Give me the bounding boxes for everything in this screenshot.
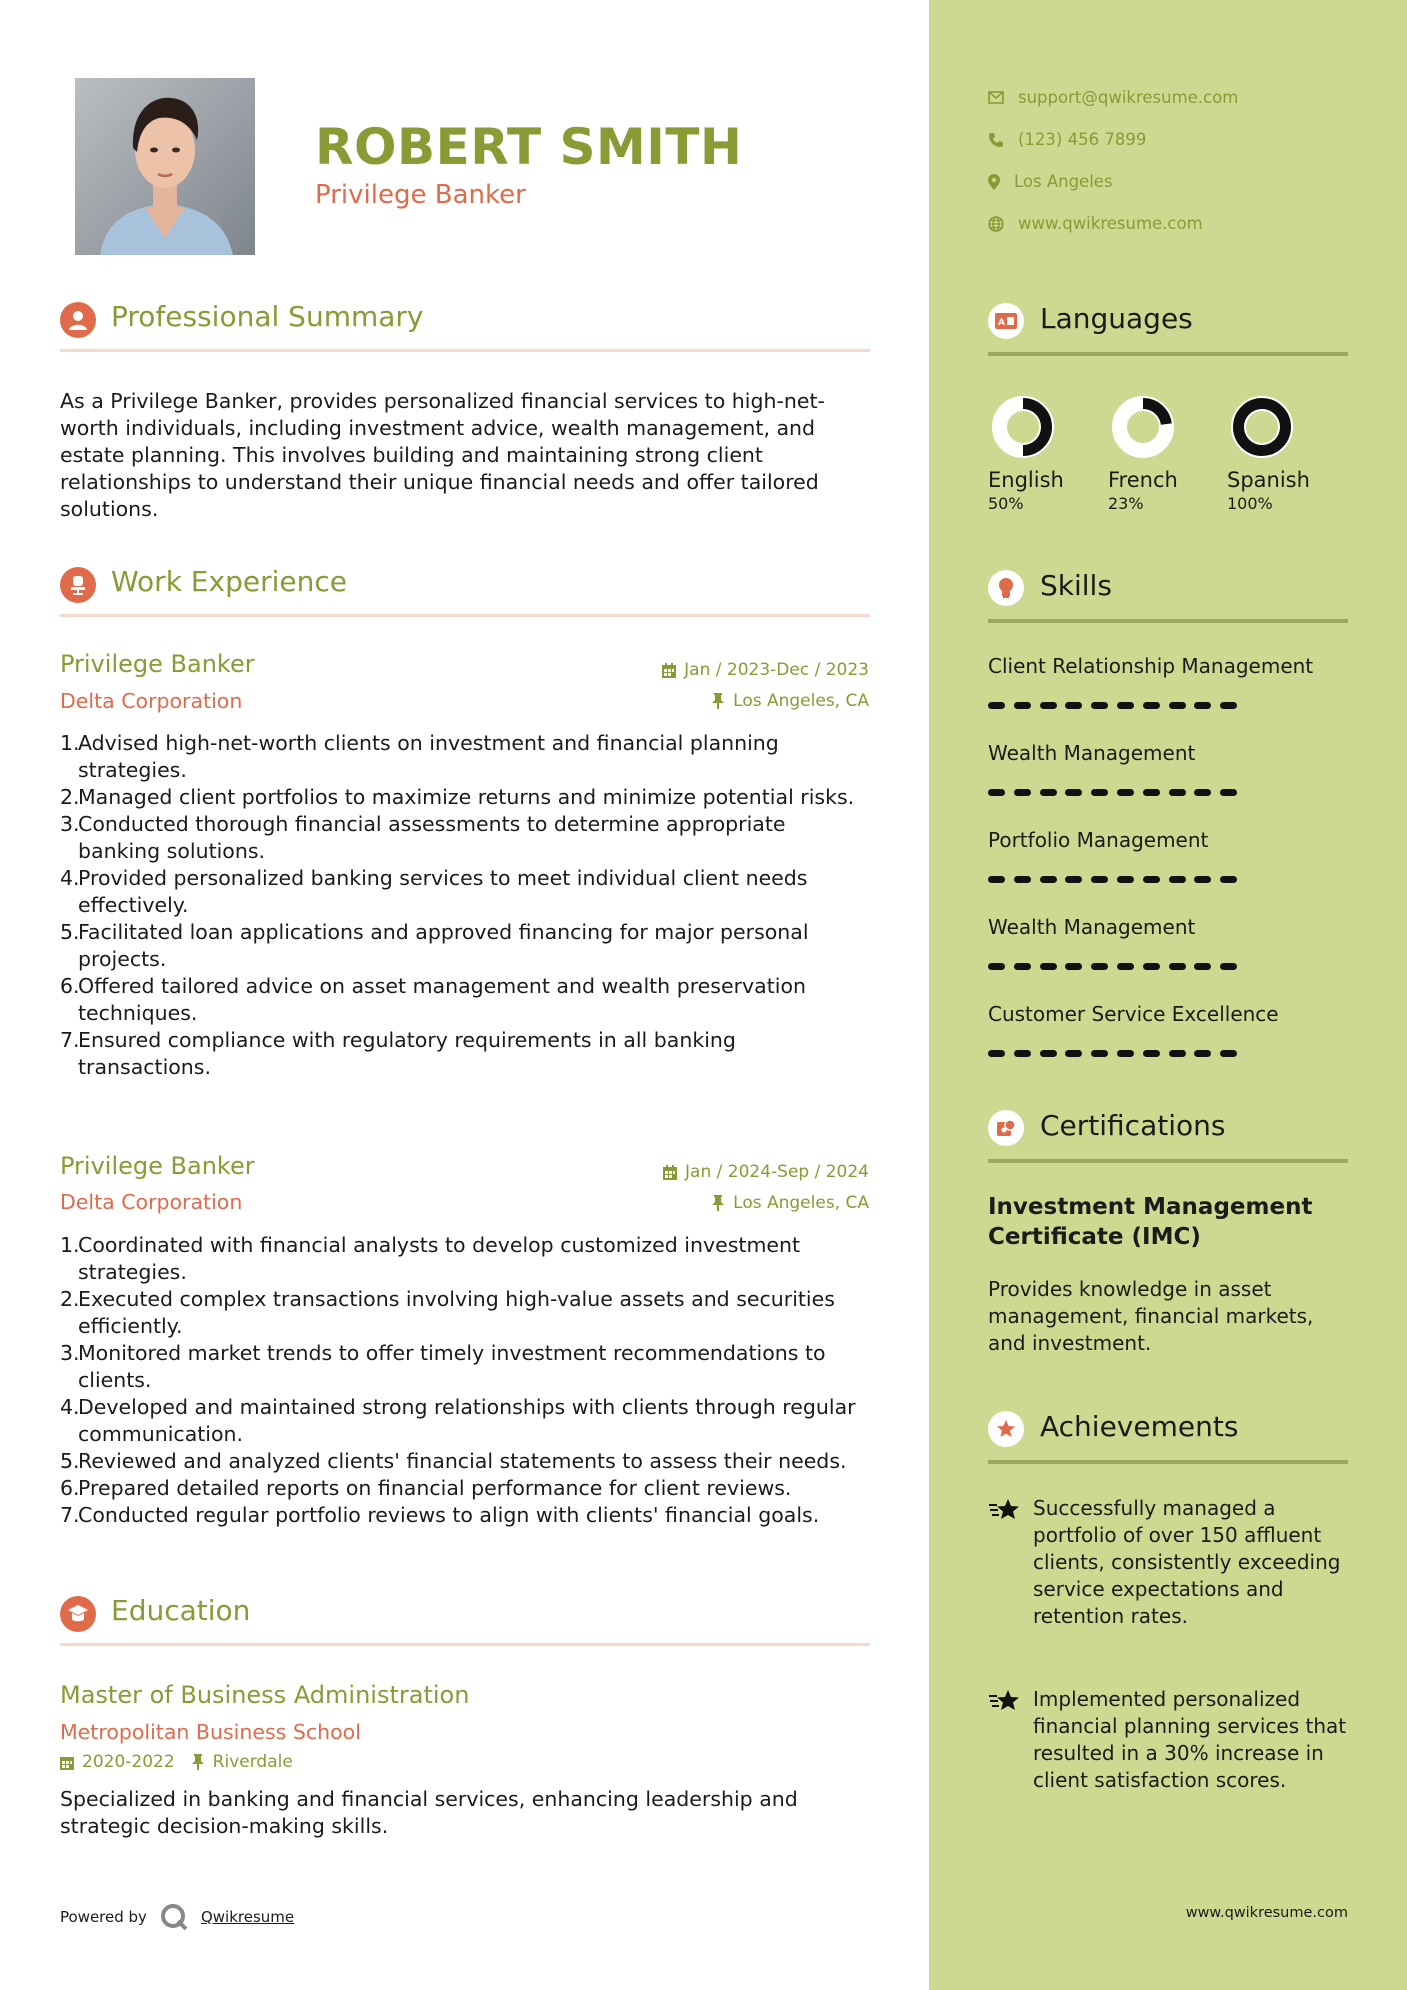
calendar-icon: [663, 1165, 677, 1180]
language-percent: 50%: [988, 494, 1024, 513]
skill-dot: [1169, 789, 1186, 796]
skill-dot: [1091, 1050, 1108, 1057]
skill-name: Customer Service Excellence: [988, 1002, 1279, 1026]
skill-dot: [988, 876, 1005, 883]
experience-section-header: [60, 564, 870, 624]
pushpin-icon: [711, 1195, 725, 1211]
briefcase-chair-icon: [60, 567, 96, 603]
ring-hole: [1006, 410, 1040, 444]
skill-dot: [1065, 702, 1082, 709]
contact-email-text: support@qwikresume.com: [1018, 88, 1239, 107]
envelope-icon: [988, 91, 1004, 104]
skill-dot: [1014, 1050, 1031, 1057]
pushpin-icon: [191, 1754, 205, 1770]
job-date: [662, 660, 869, 680]
certification-description: Provides knowledge in asset management, financial markets, and investment.: [988, 1277, 1314, 1355]
qwikresume-link[interactable]: Qwikresume: [200, 1908, 295, 1926]
skill-dot: [1117, 876, 1134, 883]
skill-dot: [988, 963, 1005, 970]
list-item: 2. Managed client portfolios to maximize returns and minimize potential risks.: [60, 785, 855, 809]
skill-dot: [1117, 1050, 1134, 1057]
section-divider: [988, 352, 1348, 356]
skill-dot: [1014, 876, 1031, 883]
skill-dot: [1117, 702, 1134, 709]
ring-hole: [1126, 410, 1160, 444]
qwikresume-logo-icon: [159, 1902, 189, 1932]
skill-dot: [1194, 876, 1211, 883]
language-icon: [988, 303, 1024, 339]
skill-dot: [1220, 702, 1237, 709]
job-location-text: Los Angeles, CA: [733, 691, 869, 711]
pushpin-icon: [711, 693, 725, 709]
section-divider: [60, 1643, 870, 1646]
skill-dot: [1065, 789, 1082, 796]
calendar-icon: [60, 1755, 74, 1770]
skill-dot: [1091, 963, 1108, 970]
list-item: 1. Coordinated with financial analysts to develop customized investment strategies.: [60, 1233, 801, 1284]
section-title: Skills: [1040, 569, 1112, 602]
list-item: 5. Facilitated loan applications and approved financing for major personal projects.: [60, 920, 809, 971]
job-company: Delta Corporation: [60, 1190, 243, 1214]
education-degree: Master of Business Administration: [60, 1681, 470, 1709]
profile-photo: [75, 78, 255, 255]
language-level-ring: [1108, 392, 1178, 462]
skill-dot: [1143, 876, 1160, 883]
skill-dot: [1040, 1050, 1057, 1057]
globe-icon: [988, 216, 1004, 232]
section-title: Languages: [1040, 302, 1193, 335]
job-bullets: [60, 730, 870, 1081]
summary-section-header: [60, 299, 870, 359]
language-item: [1108, 392, 1218, 513]
summary-text: As a Privilege Banker, provides personalized financial services to high-net-worth individuals, including investment advice, wealth management, and estate planning. This involves building and maintaining strong client relationships to understand their unique financial needs and offer tailored solutions.: [60, 389, 825, 521]
map-pin-icon: [988, 174, 1000, 190]
candidate-name: ROBERT SMITH: [315, 118, 743, 176]
skill-name: Portfolio Management: [988, 828, 1209, 852]
section-divider: [988, 619, 1348, 623]
skill-dot: [988, 1050, 1005, 1057]
list-item: 4. Developed and maintained strong relationships with clients through regular communication.: [60, 1395, 856, 1446]
job-company: Delta Corporation: [60, 689, 243, 713]
job-title: Privilege Banker: [60, 650, 255, 678]
skill-dot: [1014, 963, 1031, 970]
user-icon: [60, 302, 96, 338]
skill-dot: [1065, 876, 1082, 883]
contact-location: [988, 172, 1113, 191]
section-divider: [988, 1159, 1348, 1163]
list-item: 3. Monitored market trends to offer timely investment recommendations to clients.: [60, 1341, 826, 1392]
skill-dot: [1040, 789, 1057, 796]
skill-dot: [1169, 1050, 1186, 1057]
section-title: Education: [111, 1594, 251, 1627]
education-meta: [60, 1752, 293, 1772]
contact-website[interactable]: [988, 214, 1203, 233]
section-divider: [60, 614, 870, 617]
footer-website[interactable]: www.qwikresume.com: [1185, 1905, 1348, 1921]
achievement-text: Implemented personalized financial planning services that resulted in a 30% increase in client satisfaction scores.: [1033, 1687, 1347, 1792]
skill-dot: [1065, 963, 1082, 970]
star-icon: [988, 1495, 1033, 1630]
section-divider: [988, 1460, 1348, 1464]
contact-email[interactable]: [988, 88, 1238, 107]
skill-dot: [1014, 789, 1031, 796]
graduation-icon: [60, 1596, 96, 1632]
section-title: Certifications: [1040, 1109, 1226, 1142]
candidate-title: Privilege Banker: [315, 180, 526, 210]
skill-dot: [1143, 702, 1160, 709]
skill-name: Wealth Management: [988, 741, 1196, 765]
achievements-section-header: [988, 1410, 1348, 1466]
skill-dot: [1194, 789, 1211, 796]
skill-dot: [1143, 963, 1160, 970]
contact-phone[interactable]: [988, 130, 1146, 149]
languages-section-header: [988, 302, 1348, 358]
skill-dot: [1040, 963, 1057, 970]
skill-dot: [1143, 1050, 1160, 1057]
skill-dot: [1194, 963, 1211, 970]
job-date: [663, 1162, 869, 1182]
skill-name: Wealth Management: [988, 915, 1196, 939]
education-description: Specialized in banking and financial services, enhancing leadership and strategic decision-making skills.: [60, 1787, 798, 1838]
skill-dot: [1040, 876, 1057, 883]
section-title: Professional Summary: [111, 300, 424, 333]
achievement-text: Successfully managed a portfolio of over 150 affluent clients, consistently exceeding service expectations and retention rates.: [1033, 1496, 1341, 1628]
section-title: Work Experience: [111, 565, 347, 598]
skill-dot: [1220, 876, 1237, 883]
certification-name: Investment Management Certificate (IMC): [988, 1194, 1313, 1250]
contact-phone-text: (123) 456 7899: [1018, 130, 1147, 149]
skill-dot: [1220, 789, 1237, 796]
language-level-ring: [988, 392, 1058, 462]
list-item: 7. Ensured compliance with regulatory requirements in all banking transactions.: [60, 1028, 736, 1079]
list-item: 5. Reviewed and analyzed clients' financial statements to assess their needs.: [60, 1449, 847, 1473]
skill-dot: [1065, 1050, 1082, 1057]
skill-dot: [1091, 876, 1108, 883]
job-date-text: Jan / 2024-Sep / 2024: [685, 1162, 869, 1182]
language-level-ring: [1227, 392, 1297, 462]
language-name: Spanish: [1227, 468, 1310, 492]
skill-dot: [988, 702, 1005, 709]
ring-hole: [1245, 410, 1279, 444]
list-item: 4. Provided personalized banking services to meet individual client needs effectively.: [60, 866, 808, 917]
skill-dot: [1220, 963, 1237, 970]
education-years: 2020-2022: [82, 1752, 175, 1772]
powered-by: [60, 1902, 294, 1932]
education-section-header: [60, 1593, 870, 1653]
job-location: [711, 1193, 869, 1213]
contact-website-text: www.qwikresume.com: [1018, 214, 1203, 233]
skill-name: Client Relationship Management: [988, 654, 1314, 678]
achievement-item: [988, 1495, 1348, 1630]
calendar-icon: [662, 663, 676, 678]
list-item: 7. Conducted regular portfolio reviews to align with clients' financial goals.: [60, 1503, 820, 1527]
language-percent: 23%: [1108, 494, 1144, 513]
list-item: 6. Offered tailored advice on asset management and wealth preservation techniques.: [60, 974, 806, 1025]
star-badge-icon: [988, 1411, 1024, 1447]
svg-text:A: A: [998, 318, 1005, 328]
skill-dot: [1194, 702, 1211, 709]
skill-dot: [988, 789, 1005, 796]
job-date-text: Jan / 2023-Dec / 2023: [684, 660, 869, 680]
skill-dot: [1220, 1050, 1237, 1057]
job-location-text: Los Angeles, CA: [733, 1193, 869, 1213]
lightbulb-icon: [988, 570, 1024, 606]
skill-dot: [1169, 963, 1186, 970]
language-name: English: [988, 468, 1064, 492]
skill-dot: [1014, 702, 1031, 709]
star-icon: [988, 1686, 1033, 1794]
job-bullets: [60, 1232, 870, 1529]
phone-icon: [988, 132, 1004, 148]
skills-section-header: [988, 569, 1348, 625]
skill-dot: [1040, 702, 1057, 709]
skill-dot: [1091, 789, 1108, 796]
skill-dot: [1117, 963, 1134, 970]
powered-by-label: Powered by: [60, 1908, 147, 1926]
job-location: [711, 691, 869, 711]
contact-location-text: Los Angeles: [1014, 172, 1113, 191]
list-item: 6. Prepared detailed reports on financial performance for client reviews.: [60, 1476, 792, 1500]
certifications-section-header: [988, 1109, 1348, 1165]
language-name: French: [1108, 468, 1178, 492]
skill-dot: [1091, 702, 1108, 709]
job-title: Privilege Banker: [60, 1152, 255, 1180]
list-item: 2. Executed complex transactions involving high-value assets and securities efficiently.: [60, 1287, 835, 1338]
section-title: Achievements: [1040, 1410, 1239, 1443]
education-school: Metropolitan Business School: [60, 1720, 361, 1744]
list-item: 3. Conducted thorough financial assessments to determine appropriate banking solutions.: [60, 812, 786, 863]
section-divider: [60, 349, 870, 352]
skill-dot: [1194, 1050, 1211, 1057]
skill-dot: [1117, 789, 1134, 796]
education-location: Riverdale: [212, 1752, 293, 1772]
skill-dot: [1169, 702, 1186, 709]
list-item: 1. Advised high-net-worth clients on investment and financial planning strategies.: [60, 731, 779, 782]
skill-dot: [1143, 789, 1160, 796]
language-item: [1227, 392, 1337, 513]
language-item: [988, 392, 1098, 513]
achievement-item: [988, 1686, 1348, 1794]
certificate-icon: [988, 1110, 1024, 1146]
language-percent: 100%: [1227, 494, 1273, 513]
skill-dot: [1169, 876, 1186, 883]
